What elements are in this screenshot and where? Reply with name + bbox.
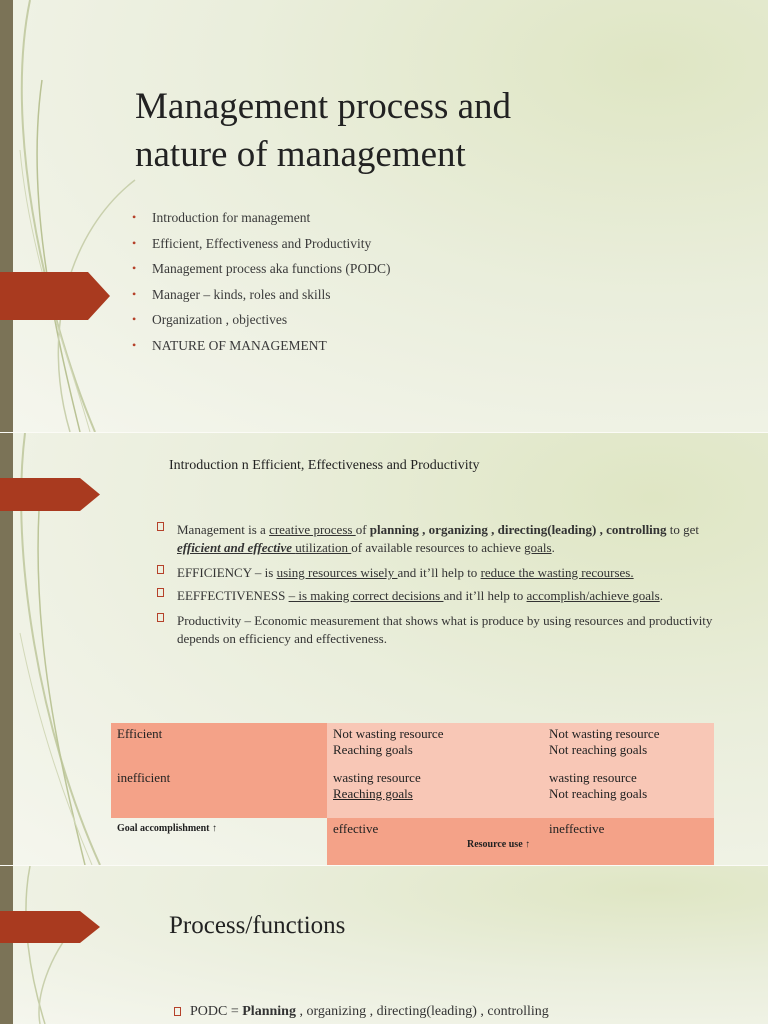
- label-efficient: Efficient: [117, 726, 163, 741]
- efficiency-matrix: [111, 723, 714, 865]
- matrix-row-labels: [111, 723, 327, 818]
- bullet-icon: •: [132, 210, 137, 224]
- process-list: [174, 1004, 549, 1020]
- topic-list: [132, 210, 390, 363]
- title-line-2: nature of management: [135, 134, 466, 175]
- list-item: • NATURE OF MANAGEMENT: [132, 337, 327, 353]
- slide-title: Introduction n Efficient, Effectiveness and Productivity: [169, 458, 480, 473]
- swirl-decoration: [0, 0, 140, 432]
- list-item: EFFICIENCY – is using resources wisely and it’ll help to reduce the wasting recourses.: [157, 564, 717, 582]
- resource-axis-label: Resource use ↑: [467, 839, 531, 850]
- arrow-marker: [0, 272, 110, 320]
- left-bar: [0, 0, 13, 432]
- goal-axis-label: Goal accomplishment ↑: [117, 823, 217, 834]
- matrix-cell-ineffective: Not wasting resource Not reaching goals wasting resource Not reaching goals: [543, 723, 714, 818]
- list-item: • Manager – kinds, roles and skills: [132, 286, 331, 302]
- arrow-marker: [0, 911, 100, 943]
- arrow-marker: [0, 478, 100, 511]
- bullet-icon: [157, 588, 164, 597]
- bullet-icon: •: [132, 337, 137, 352]
- bullet-icon: •: [132, 312, 137, 326]
- slide-title: Process/functions: [169, 912, 346, 939]
- definition-list: [157, 521, 717, 655]
- list-item: Productivity – Economic measurement that shows what is produce by using resources and productivity depends on efficiency and effectiveness.: [157, 612, 717, 647]
- label-effective: effective: [333, 821, 379, 836]
- list-item: PODC = Planning , organizing , directing(leading) , controlling: [174, 1004, 549, 1020]
- bullet-icon: [157, 565, 164, 574]
- bullet-icon: [174, 1007, 181, 1016]
- swirl-decoration: [0, 866, 140, 1024]
- matrix-cell-effective: Not wasting resource Reaching goals wasting resource Reaching goals: [327, 723, 543, 818]
- label-inefficient: inefficient: [117, 769, 171, 785]
- list-item: Management is a creative process of planning , organizing , directing(leading) , controlling to get efficient and effective utilization of available resources to achieve goals.: [157, 521, 717, 556]
- slide-1: [0, 0, 768, 432]
- bullet-icon: •: [132, 286, 137, 301]
- slide-title: [135, 83, 695, 179]
- bullet-icon: [157, 522, 164, 531]
- label-ineffective: ineffective: [549, 821, 605, 836]
- left-bar: [0, 866, 13, 1024]
- bullet-icon: •: [132, 235, 137, 250]
- list-item: EEFFECTIVENESS – is making correct decisions and it’ll help to accomplish/achieve goals.: [157, 587, 717, 605]
- list-item: • Introduction for management: [132, 210, 311, 225]
- bullet-icon: [157, 613, 164, 622]
- bullet-icon: •: [132, 261, 137, 275]
- list-item: • Efficient, Effectiveness and Productivity: [132, 235, 372, 251]
- list-item: • Management process aka functions (PODC): [132, 261, 391, 276]
- title-line-1: Management process and: [135, 86, 512, 127]
- matrix-column-labels: [327, 818, 714, 865]
- slide-3: [0, 866, 768, 1024]
- list-item: • Organization , objectives: [132, 312, 288, 327]
